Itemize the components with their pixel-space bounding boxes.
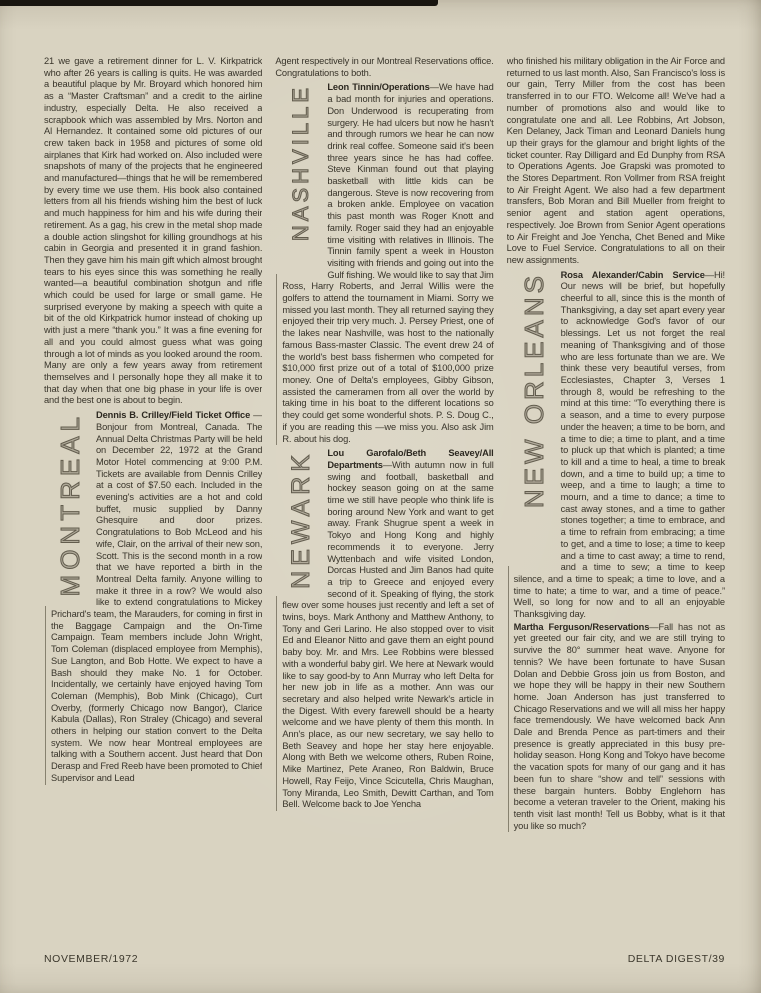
continuation-paragraph: 21 we gave a retirement dinner for L. V. Kirkpatrick who after 26 years is calling is quits. He was awarded a beautiful plaque by Mr. Broyard which honored him as a “Master Craftsman” and a credit to the airline industry, especially Delta. He also received a scrapbook which was assembled by Mrs. Norton and Al Hernandez. It contained some old pictures of our crew taken back in 1958 and pictures of some old airplanes that Kirk had worked on. Also included were snapshots of many of the projects that he engineered and manufactured—things that he will be remembered by every time we use them. His book also contained letters from all his friends wishing him the best of luck and much happiness for him and his wife during their retirement. As a gag, his crew in the metal shop made a double action slingshot for killing groundhogs at his cabin in Georgia and presented it in grand fashion. Then they gave him his main gift which almost brought tears to his eyes since this was something he really wanted—a beautiful combination shotgun and rifle which could be used for large or small game. He surprised everyone by making a speech with quite a bit of the old Kirkpatrick humor instead of choking up with just a mere “thank you.” It was a fine evening for all and you could almost guess what was going through a lot of minds as you looked around the room. Many are only a few years away from retirement themselves and I personally hope they all make it to that day when that one big phase in your life is over and the best one is about to begin. [44,56,263,406]
label-tail-rule [276,596,277,811]
heading-dash: — [250,410,263,421]
heading-dash: — [649,621,659,632]
vertical-label-newark [282,450,320,594]
section-heading: Dennis B. Crilley/Field Ticket Office [96,410,251,421]
vertical-label-text: NEWARK [286,450,315,590]
section-heading: Martha Ferguson/Reservations [513,621,650,632]
vertical-label-nashville [282,84,320,272]
label-tail-rule [45,606,46,785]
section-heading: Rosa Alexander/Cabin Service [560,269,705,280]
page-columns [44,56,725,943]
label-tail-rule [508,566,509,833]
heading-dash: — [429,82,439,93]
column-left [44,56,262,943]
vertical-label-new-orleans [514,272,554,564]
section-heading: Leon Tinnin/Operations [327,82,430,93]
section-nashville [275,82,493,445]
section-text: Bonjour from Montreal, Canada. The Annual Delta Christmas Party will be held on December 22, 1972 at the Grand Motor Hotel commencing at 9:00 P.M. Tickets are available from Dennis Crilley at a cost of $7.50 each. Included in the evening's activities are a hot and cold buffet, music supplied by Danny Ghesquire and door prizes. Congratulations to Bob McLeod and his wife, Clair, on the arrival of their new son, Scott. This is the second month in a row that we have reported a birth in the Montreal Delta family. Anyone willing to make it three in a row? We would also like to extend congratulations to Mickey Prichard's team, the Marauders, for coming in first in the Baggage Campaign and the On-Time Campaign. Team members include John Wright, Tom Coleman (displaced employee from Memphis), Sue Langton, and Bob Hotte. We expect to have a Bash should they make No. 1 for October. Incidentally, we certainly have enjoyed having Tom Coleman (Memphis), Bob Mink (Chicago), Curt Overby, (formerly Chicago now Bangor), Clarice Kabula (Dallas), Ron Straley (Chicago) and several others in helping our station convert to the Delta system. We now hear Montreal employees are talking with a Southern accent. Just heard that Don Derasp and Fred Reeb have been promoted to Chief Supervisor and Lead [51,421,263,783]
vertical-label-montreal [51,412,89,604]
vertical-label-text: NASHVILLE [288,84,314,242]
footer-issue-date: NOVEMBER/1972 [44,953,139,965]
section-paragraph [514,622,725,833]
section-new-orleans [507,270,725,833]
column-right [507,56,725,943]
section-heading: Lou Garofalo/Beth Seavey/All Departments [327,448,494,470]
section-text: We have had a bad month for injuries and operations. Don Underwood is recuperating from surgery. He had ulcers but now he hasn't and through rumors we hear he can now drink real coffee. Someone said it's been three years since he has had coffee. Steve Kinman found out that playing basketball with little kids can be dangerous. Steve is now recovering from a broken ankle. Employee on vacation this past month was Roger Knott and family. Roger said they had an enjoyable time visiting with relatives in Illinois. The Tinnin family spent a week in Houston visiting with friends and going out into the Gulf fishing. We would like to say that Jim Ross, Harry Roberts, and Jerral Willis were the golfers to attend the tournament in Miami. Sorry we missed you last month. They all returned saying they enjoyed their trip very much. J. Persey Priest, one of the lakes near Nashville, was host to the nationally famous Bass-master Classic. The event drew 24 of the world's best bass fishermen who competed for $10,000 first prize out of a total of $100,000 prize money. One of Delta's employees, Gibby Gibson, assisted the cameramen from all over the world by taking time in his boat to the different locations so they could get some wonderful shots. P. S. Doug C., if you are reading this —we miss you. Also ask Jim R. about his dog. [282,82,494,444]
column-middle [275,56,493,943]
continuation-paragraph: Agent respectively in our Montreal Reservations office. Congratulations to both. [275,56,494,78]
vertical-label-text: MONTREAL [55,412,85,597]
section-montreal [44,410,262,785]
label-tail-rule [276,274,277,445]
section-text: Fall has not as yet greeted our fair city, and we are still trying to survive the 80° summer heat wave. Anyone for tennis? We have been fortunate to have Susan Dolan and Debbie Gross join us from Boston, and we hope they will be happy in their new Southern home. Joan Anderson has just transferred to Chicago Reservations and we will all miss her happy face tremendously. We have welcomed back Ann Dale and Brenda Pence as part-timers and their presence is greatly appreciated in this busy pre-holiday season. Hong Kong and Tokyo have become the vacation spots for many of our gang and it has been fun to share “show and tell” sessions with these bargain hunters. Bobby Englehorn has become a veteran traveler to the Orient, making his tenth visit last month! Tell us Bobby, what is it that you like so much? [513,621,725,831]
section-text: With autumn now in full swing and football, basketball and hockey season going on at the same time we still have people who think life is boring around New York and want to get away. Frank Shugrue spent a week in Tokyo and Hong Kong and highly recommends it to everyone. Jerry Wyttenbach and wife visited London, Dorcas Husted and Jim Banos had quite a trip to Greece and enjoyed every second of it. Speaking of flying, the stork flew over some houses just recently and left a set of twins, boys. Mark Anthony and Matthew Anthony, to Tony and Geri Larino. He also stopped over to visit Ed and Eleanor Nitto and gave them an eight pound baby boy. Mr. and Mrs. Lee Robbins were blessed with a wonderful baby girl. We here at Newark would like to say good-by to Ann Murray who left Delta for her new job in life as a mother. Ann was our secretary and also helped write Newark's article in the Digest. With every farewell should be a hearty welcome and we have plenty of them this month. In Ann's place, as our new secretary, we say hello to Beth Seavey and hope her stay here enjoyable. Along with Beth we welcome others, Ruben Roine, Mike Martinez, Pete Araneo, Ron Baldwin, Bruce Howell, Ray Feijo, Vince Scicutella, Chris Maughan, Tony Miranda, Leo Smith, Dewitt Carthan, and Tom Bell. Welcome back to Joe Yencha [282,459,494,810]
section-text: Hi! Our news will be brief, but hopefully cheerful to all, since this is the month of Thanksgiving, a day set apart every year to acknowledge God's favor of our blessings. Let us not forget the real meaning of Thanksgiving and of those who are less fortunate than we are. We think these very beautiful verses, from Ecclesiastes, Chapter 3, Verses 1 through 8, would be refreshing to the mind at this time: “To everything there is a season, and a time to every purpose under the heaven; a time to be born, and a time to die; a time to plant, and a time to pluck up that which is planted; a time to kill and a time to heal, a time to break down, and a time to build up; a time to weep, and a time to laugh; a time to mourn, and a time to dance; a time to cast away stones, and a time to gather stones together; a time to embrace, and a time to refrain from embracing; a time to get, and a time to lose; a time to keep and a time to cast away; a time to rend, and a time to sew; a time to keep silence, and a time to speak; a time to love, and a time to hate; a time to war, and a time of peace.” Well, so long for now and to all an enjoyable Thanksgiving day. [513,269,725,620]
scan-edge-top [0,0,438,6]
section-newark [275,448,493,811]
vertical-label-text: NEW ORLEANS [518,271,549,508]
heading-dash: — [382,459,393,470]
continuation-paragraph: who finished his military obligation in the Air Force and returned to us last month. Also, San Francisco's loss is our gain, Terry Miller from the cost has been transferred in to our FTO. Welcome all! We've had a number of promotions also and would like to congratulate one and all. Lee Robbins, Art Jobson, Ken Delaney, Jack Timan and Leonard Daniels hung up their grays for the glamour and bright lights of the ticket counter. Ray Dilligard and Ed Dunphy from RSA to Operations Agents. Joe Grapski was promoted to the Stores Department. Ron Vollmer from RSA freight to Air Freight Agent. We also had a few department transfers, Bob Moran and Bill Mueller from freight to senior agent and station agent operations, respectively. Joe Brown from Senior Agent operations to Air Freight and Joe Yencha, Chet Bened and Mike Love to Fuel Service. Congratulations to all on their new assignments. [506,56,725,265]
page-footer [44,953,725,965]
footer-page-number: DELTA DIGEST/39 [627,953,725,965]
heading-dash: — [704,269,714,280]
